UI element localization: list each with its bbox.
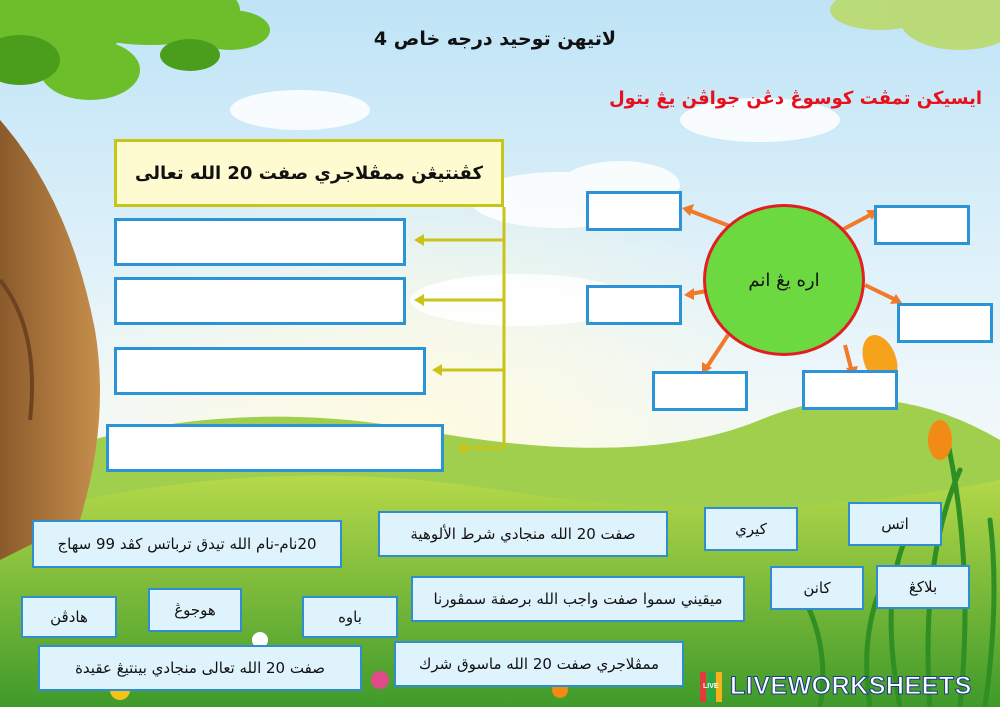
choice-chip[interactable]: بلاكڠ <box>876 565 970 609</box>
logo-text: LIVEWORKSHEETS <box>730 672 972 700</box>
direction-box-3[interactable] <box>652 371 748 411</box>
answer-box-1[interactable] <box>114 218 406 266</box>
choice-chip[interactable]: ميقيني سموا صفت واجب الله برصفة سمڤورنا <box>411 576 745 622</box>
choice-chip[interactable]: اتس <box>848 502 942 546</box>
choice-chip[interactable]: صفت 20 الله منجادي شرط الألوهية <box>378 511 668 557</box>
logo-badge: LIVE <box>703 683 719 690</box>
direction-box-6[interactable] <box>802 370 898 410</box>
answer-box-2[interactable] <box>114 277 406 325</box>
page-title: لاتيهن توحيد درجه خاص 4 <box>373 28 617 50</box>
choice-chip[interactable]: 20نام-نام الله تيدق ترباتس كڤد 99 سهاج <box>32 520 342 568</box>
mind-map-center: اره يڠ انم <box>703 204 865 356</box>
choice-chip[interactable]: صفت 20 الله تعالى منجادي بينتيڠ عقيدة <box>38 645 362 691</box>
choice-chip[interactable]: ممڤلاجري صفت 20 الله ماسوق شرك <box>394 641 684 687</box>
section-header: كڤنتيڠن ممڤلاجري صفت 20 الله تعالى <box>114 139 504 207</box>
choice-chip[interactable]: باوه <box>302 596 398 638</box>
direction-box-2[interactable] <box>586 285 682 325</box>
choice-chip[interactable]: كيري <box>704 507 798 551</box>
answer-box-3[interactable] <box>114 347 426 395</box>
choice-chip[interactable]: هوجوڠ <box>148 588 242 632</box>
choice-chip[interactable]: هادڤن <box>21 596 117 638</box>
answer-box-4[interactable] <box>106 424 444 472</box>
instruction-text: ايسيكن تمڤت كوسوڠ دڠن جواڤن يڠ بتول <box>609 88 982 109</box>
choice-chip[interactable]: كانن <box>770 566 864 610</box>
direction-box-5[interactable] <box>897 303 993 343</box>
direction-box-4[interactable] <box>874 205 970 245</box>
direction-box-1[interactable] <box>586 191 682 231</box>
